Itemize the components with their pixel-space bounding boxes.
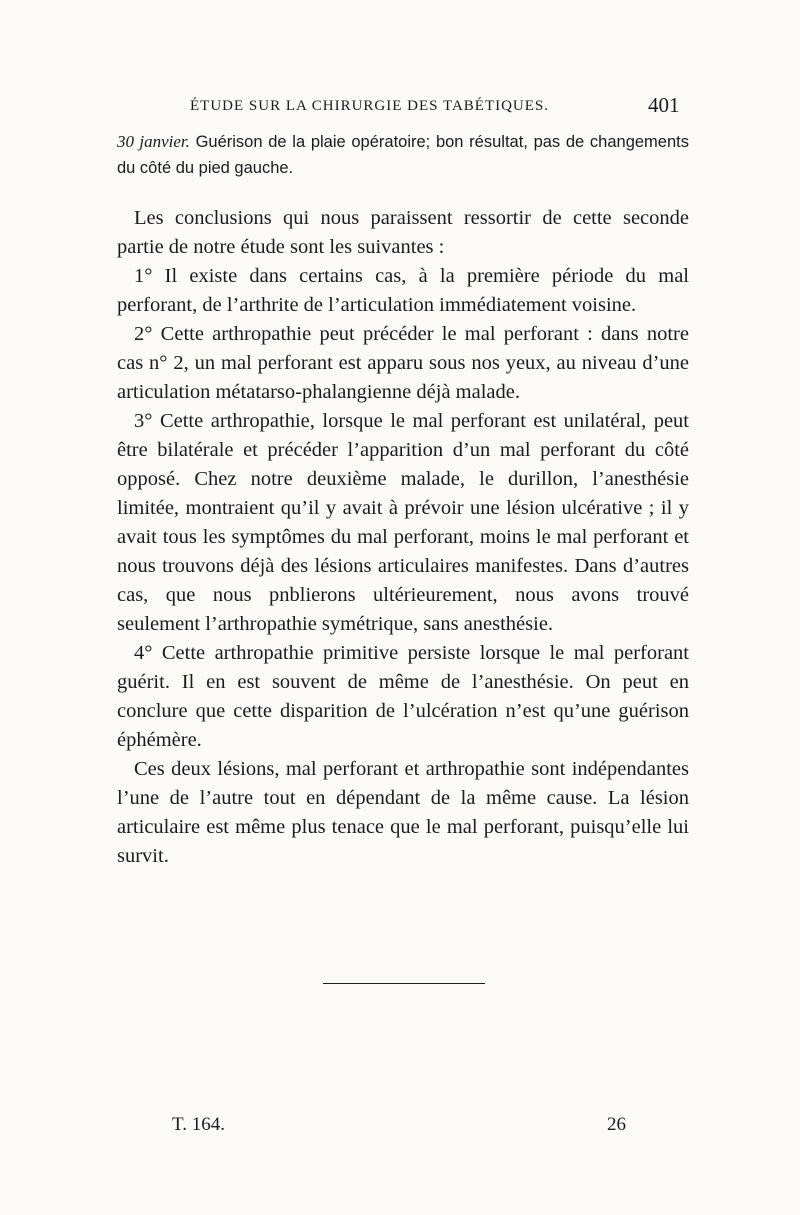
folio-number: 26 [607, 1114, 626, 1135]
running-head: ÉTUDE SUR LA CHIRURGIE DES TABÉTIQUES. [190, 98, 550, 114]
note-text: Guérison de la plaie opératoire; bon résultat, pas de changements du côté du pied gauche. [117, 133, 689, 177]
paragraph-closing: Ces deux lésions, mal perforant et arthropathie sont indépendantes l’une de l’autre tout en dépendant de la même cause. La lésion articulaire est même plus tenace que le mal perforant, puisqu’elle lui survit. [117, 758, 689, 867]
signature-mark: T. 164. [172, 1114, 225, 1135]
footnote-rule [323, 983, 485, 984]
paragraph-intro: Les conclusions qui nous paraissent ressortir de cette seconde partie de notre étude sont les suivantes : [117, 207, 689, 258]
page-number: 401 [648, 93, 680, 117]
paragraph-point-3: 3° Cette arthropathie, lorsque le mal perforant est unilatéral, peut être bilatérale et précéder l’apparition d’un mal perforant du côté opposé. Chez notre deuxième malade, le durillon, l’anesthésie limitée, montraient qu’il y avait à prévoir une lésion ulcérative ; il y avait tous les symptômes du mal perforant, moins le mal perforant et nous trouvons déjà des lésions articulaires manifestes. Dans d’autres cas, que nous pnblierons ultérieurement, nous avons trouvé seulement l’arthropathie symétrique, sans anesthésie. [117, 410, 689, 635]
case-note [117, 129, 689, 181]
paragraph-point-4: 4° Cette arthropathie primitive persiste lorsque le mal perforant guérit. Il en est souvent de même de l’anesthésie. On peut en conclure que cette disparition de l’ulcération n’est qu’une guérison éphémère. [117, 642, 689, 751]
paragraph-point-2: 2° Cette arthropathie peut précéder le mal perforant : dans notre cas n° 2, un mal perforant est apparu sous nos yeux, au niveau d’une articulation métatarso-phalangienne déjà malade. [117, 323, 689, 403]
note-date: 30 janvier. [117, 132, 190, 151]
paragraph-point-1: 1° Il existe dans certains cas, à la première période du mal perforant, de l’arthrite de l’articulation immédiatement voisine. [117, 265, 689, 316]
conclusions-text [117, 204, 689, 871]
